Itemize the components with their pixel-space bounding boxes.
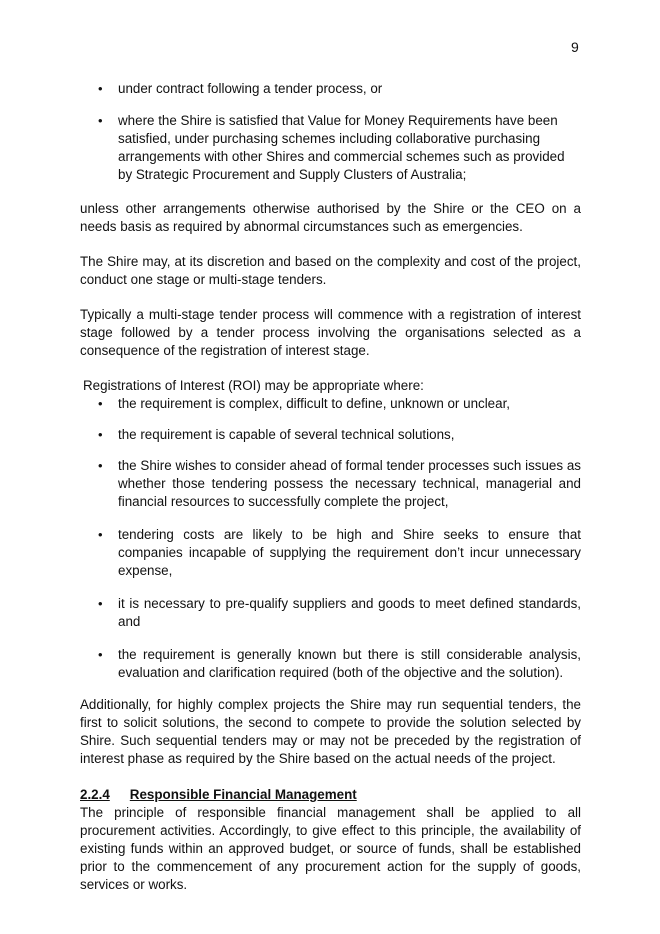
bullet-glyph: • [98, 113, 103, 128]
list-item [80, 80, 581, 98]
list-item [80, 595, 581, 631]
paragraph-additionally: Additionally, for highly complex projects the Shire may run sequential tenders, the first to solicit solutions, the second to compete to provide the solution selected by Shire. Such sequential tenders may or may not be preceded by the registration of interest phase as required by the Shire based on the actual needs of the project. [80, 697, 581, 766]
list-item-text: the Shire wishes to consider ahead of formal tender processes such issues as whether those tendering possess the necessary technical, managerial and financial resources to successfully complete the project, [118, 458, 581, 509]
list-item [80, 426, 581, 444]
bullet-glyph: • [98, 647, 103, 662]
paragraph-shire-may: The Shire may, at its discretion and based on the complexity and cost of the project, conduct one stage or multi-stage tenders. [80, 254, 581, 287]
list-item-text: the requirement is capable of several technical solutions, [118, 427, 455, 442]
bullet-glyph: • [98, 596, 103, 611]
list-item [80, 112, 581, 184]
list-item [80, 646, 581, 682]
section-title: Responsible Financial Management [129, 787, 357, 802]
paragraph-principle: The principle of responsible financial management shall be applied to all procurement activities. Accordingly, to give effect to this principle, the availability of existing funds within an approved budget, or source of funds, shall be established prior to the commencement of any procurement action for the supply of goods, services or works. [80, 805, 581, 892]
list-item [80, 395, 581, 413]
list-item-text: the requirement is complex, difficult to define, unknown or unclear, [118, 396, 511, 411]
list-item-text: tendering costs are likely to be high and Shire seeks to ensure that companies incapable of supplying the requirement don’t incur unnecessary expense, [118, 527, 581, 578]
bullet-glyph: • [98, 527, 103, 542]
list-item [80, 526, 581, 580]
section-heading [80, 786, 581, 804]
paragraph-typically: Typically a multi-stage tender process will commence with a registration of interest stage followed by a tender process involving the organisations selected as a consequence of the registration of interest stage. [80, 307, 581, 358]
list-item-text: the requirement is generally known but there is still considerable analysis, evaluation and clarification required (both of the objective and the solution). [118, 647, 581, 680]
bullet-list-roi-conditions [80, 395, 581, 682]
list-item-text: it is necessary to pre-qualify suppliers and goods to meet defined standards, and [118, 596, 581, 629]
page-number: 9 [571, 39, 579, 55]
list-item [80, 457, 581, 511]
bullet-glyph: • [98, 427, 103, 442]
bullet-glyph: • [98, 396, 103, 411]
paragraph-unless: unless other arrangements otherwise authorised by the Shire or the CEO on a needs basis as required by abnormal circumstances such as emergencies. [80, 201, 581, 234]
list-item-text: where the Shire is satisfied that Value for Money Requirements have been satisfied, under purchasing schemes including collaborative purchasing arrangements with other Shires and commercial schemes such as provided by Strategic Procurement and Supply Clusters of Australia; [118, 113, 565, 182]
paragraph-roi-intro: Registrations of Interest (ROI) may be appropriate where: [83, 378, 424, 393]
page-content [80, 80, 581, 894]
section-number: 2.2.4 [80, 787, 110, 802]
bullet-glyph: • [98, 81, 103, 96]
bullet-list-procurement-methods [80, 80, 581, 184]
list-item-text: under contract following a tender process, or [118, 81, 383, 96]
bullet-glyph: • [98, 458, 103, 473]
